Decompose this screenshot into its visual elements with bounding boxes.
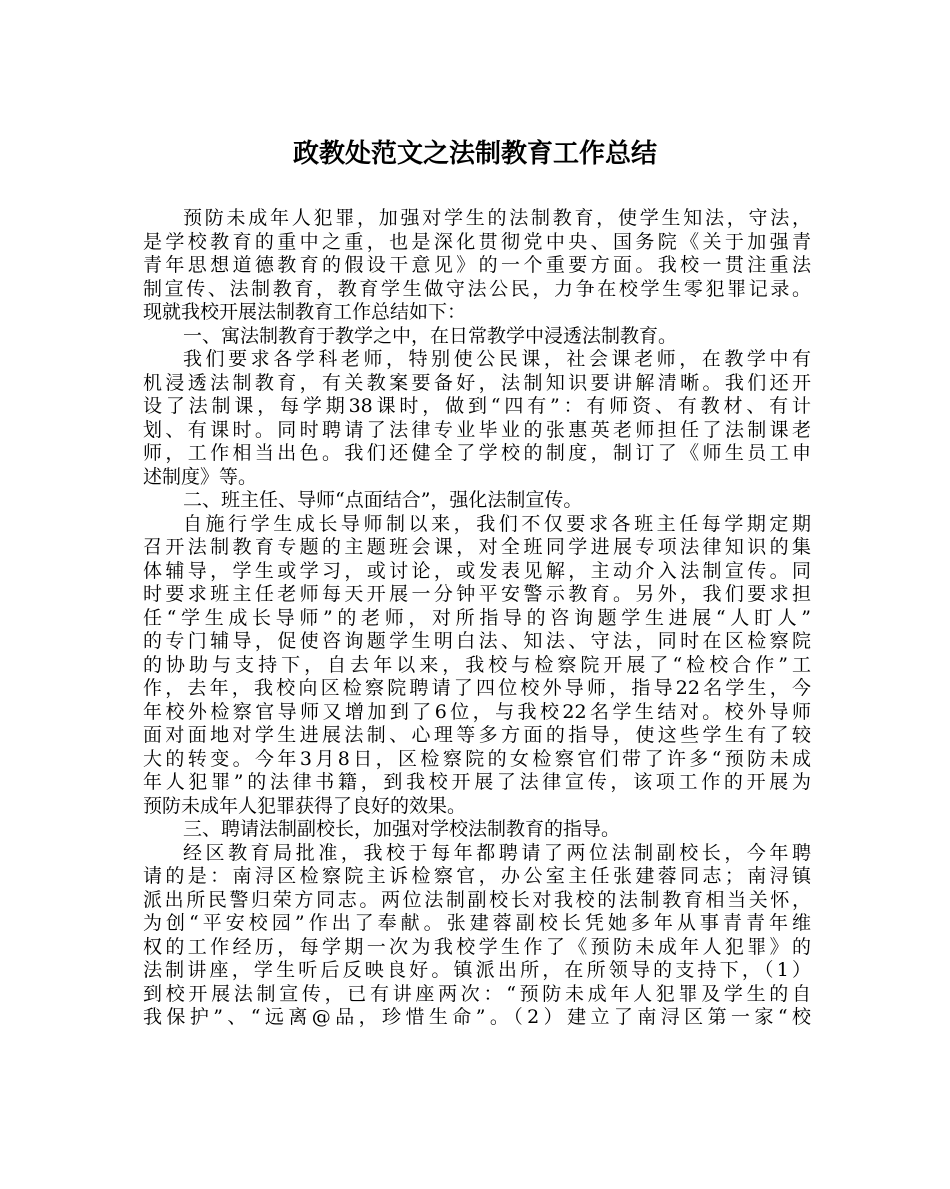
body-line: 设了法制课，每学期38课时，做到“四有”：有师资、有教材、有计 [143, 395, 811, 417]
body-line: 预防未成年人犯罪，加强对学生的法制教育，使学生知法，守法， [183, 207, 811, 229]
body-line: 的专门辅导，促使咨询题学生明白法、知法、守法，同时在区检察院 [143, 630, 811, 652]
body-line: 预防未成年人犯罪获得了良好的效果。 [143, 794, 467, 817]
body-line: 经区教育局批准，我校于每年都聘请了两位法制副校长，今年聘 [183, 841, 811, 864]
body-line: 制宣传、法制教育，教育学生做守法公民，力争在校学生零犯罪记录。 [143, 277, 811, 300]
body-line: 述制度》等。 [143, 465, 258, 488]
body-line: 青年思想道德教育的假设干意见》的一个重要方面。我校一贯注重法 [143, 254, 811, 276]
body-line: 请的是：南浔区检察院主诉检察官，办公室主任张建蓉同志；南浔镇 [143, 865, 811, 887]
body-line: 召开法制教育专题的主题班会课，对全班同学进展专项法律知识的集 [143, 536, 811, 558]
body-line: 是学校教育的重中之重，也是深化贯彻党中央、国务院《关于加强青 [143, 230, 811, 253]
body-line: 三、聘请法制副校长，加强对学校法制教育的指导。 [183, 818, 621, 840]
body-line: 二、班主任、导师“点面结合”，强化法制宣传。 [183, 489, 583, 511]
body-line: 划、有课时。同时聘请了法律专业毕业的张惠英老师担任了法制课老 [143, 418, 811, 441]
document-body [143, 207, 811, 1030]
body-line: 我保护”、“远离@品，珍惜生命”。（2）建立了南浔区第一家“校 [143, 1006, 811, 1028]
body-line: 现就我校开展法制教育工作总结如下： [143, 301, 467, 323]
body-line: 为创“平安校园”作出了奉献。张建蓉副校长凭她多年从事青青年维 [143, 912, 811, 934]
body-line: 权的工作经历，每学期一次为我校学生作了《预防未成年人犯罪》的 [143, 935, 811, 958]
body-line: 体辅导，学生或学习，或讨论，或发表见解，主动介入法制宣传。同 [143, 559, 811, 582]
body-line: 年校外检察官导师又增加到了6位，与我校22名学生结对。校外导师 [143, 700, 811, 723]
body-line: 师，工作相当出色。我们还健全了学校的制度，制订了《师生员工申 [143, 442, 811, 464]
document-title: 政教处范文之法制教育工作总结 [292, 139, 657, 169]
body-line: 机浸透法制教育，有关教案要备好，法制知识要讲解清晰。我们还开 [143, 371, 811, 394]
body-line: 派出所民警归荣方同志。两位法制副校长对我校的法制教育相当关怀， [143, 888, 811, 911]
body-line: 大的转变。今年3月8日，区检察院的女检察官们带了许多“预防未成 [143, 747, 811, 770]
body-line: 我们要求各学科老师，特别使公民课，社会课老师，在教学中有 [183, 348, 811, 370]
body-line: 作，去年，我校向区检察院聘请了四位校外导师，指导22名学生，今 [143, 677, 811, 699]
body-line: 的协助与支持下，自去年以来，我校与检察院开展了“检校合作”工 [143, 653, 811, 676]
body-line: 法制讲座，学生听后反映良好。镇派出所，在所领导的支持下，（1） [143, 959, 811, 981]
body-line: 时要求班主任老师每天开展一分钟平安警示教育。另外，我们要求担 [143, 583, 811, 605]
body-line: 一、寓法制教育于教学之中，在日常教学中浸透法制教育。 [183, 324, 678, 347]
body-line: 到校开展法制宣传，已有讲座两次：“预防未成年人犯罪及学生的自 [143, 982, 811, 1005]
body-line: 面对面地对学生进展法制、心理等多方面的指导，使这些学生有了较 [143, 724, 811, 746]
body-line: 年人犯罪”的法律书籍，到我校开展了法律宣传，该项工作的开展为 [143, 771, 811, 793]
body-line: 自施行学生成长导师制以来，我们不仅要求各班主任每学期定期 [183, 512, 811, 535]
body-line: 任“学生成长导师”的老师，对所指导的咨询题学生进展“人盯人” [143, 606, 811, 629]
